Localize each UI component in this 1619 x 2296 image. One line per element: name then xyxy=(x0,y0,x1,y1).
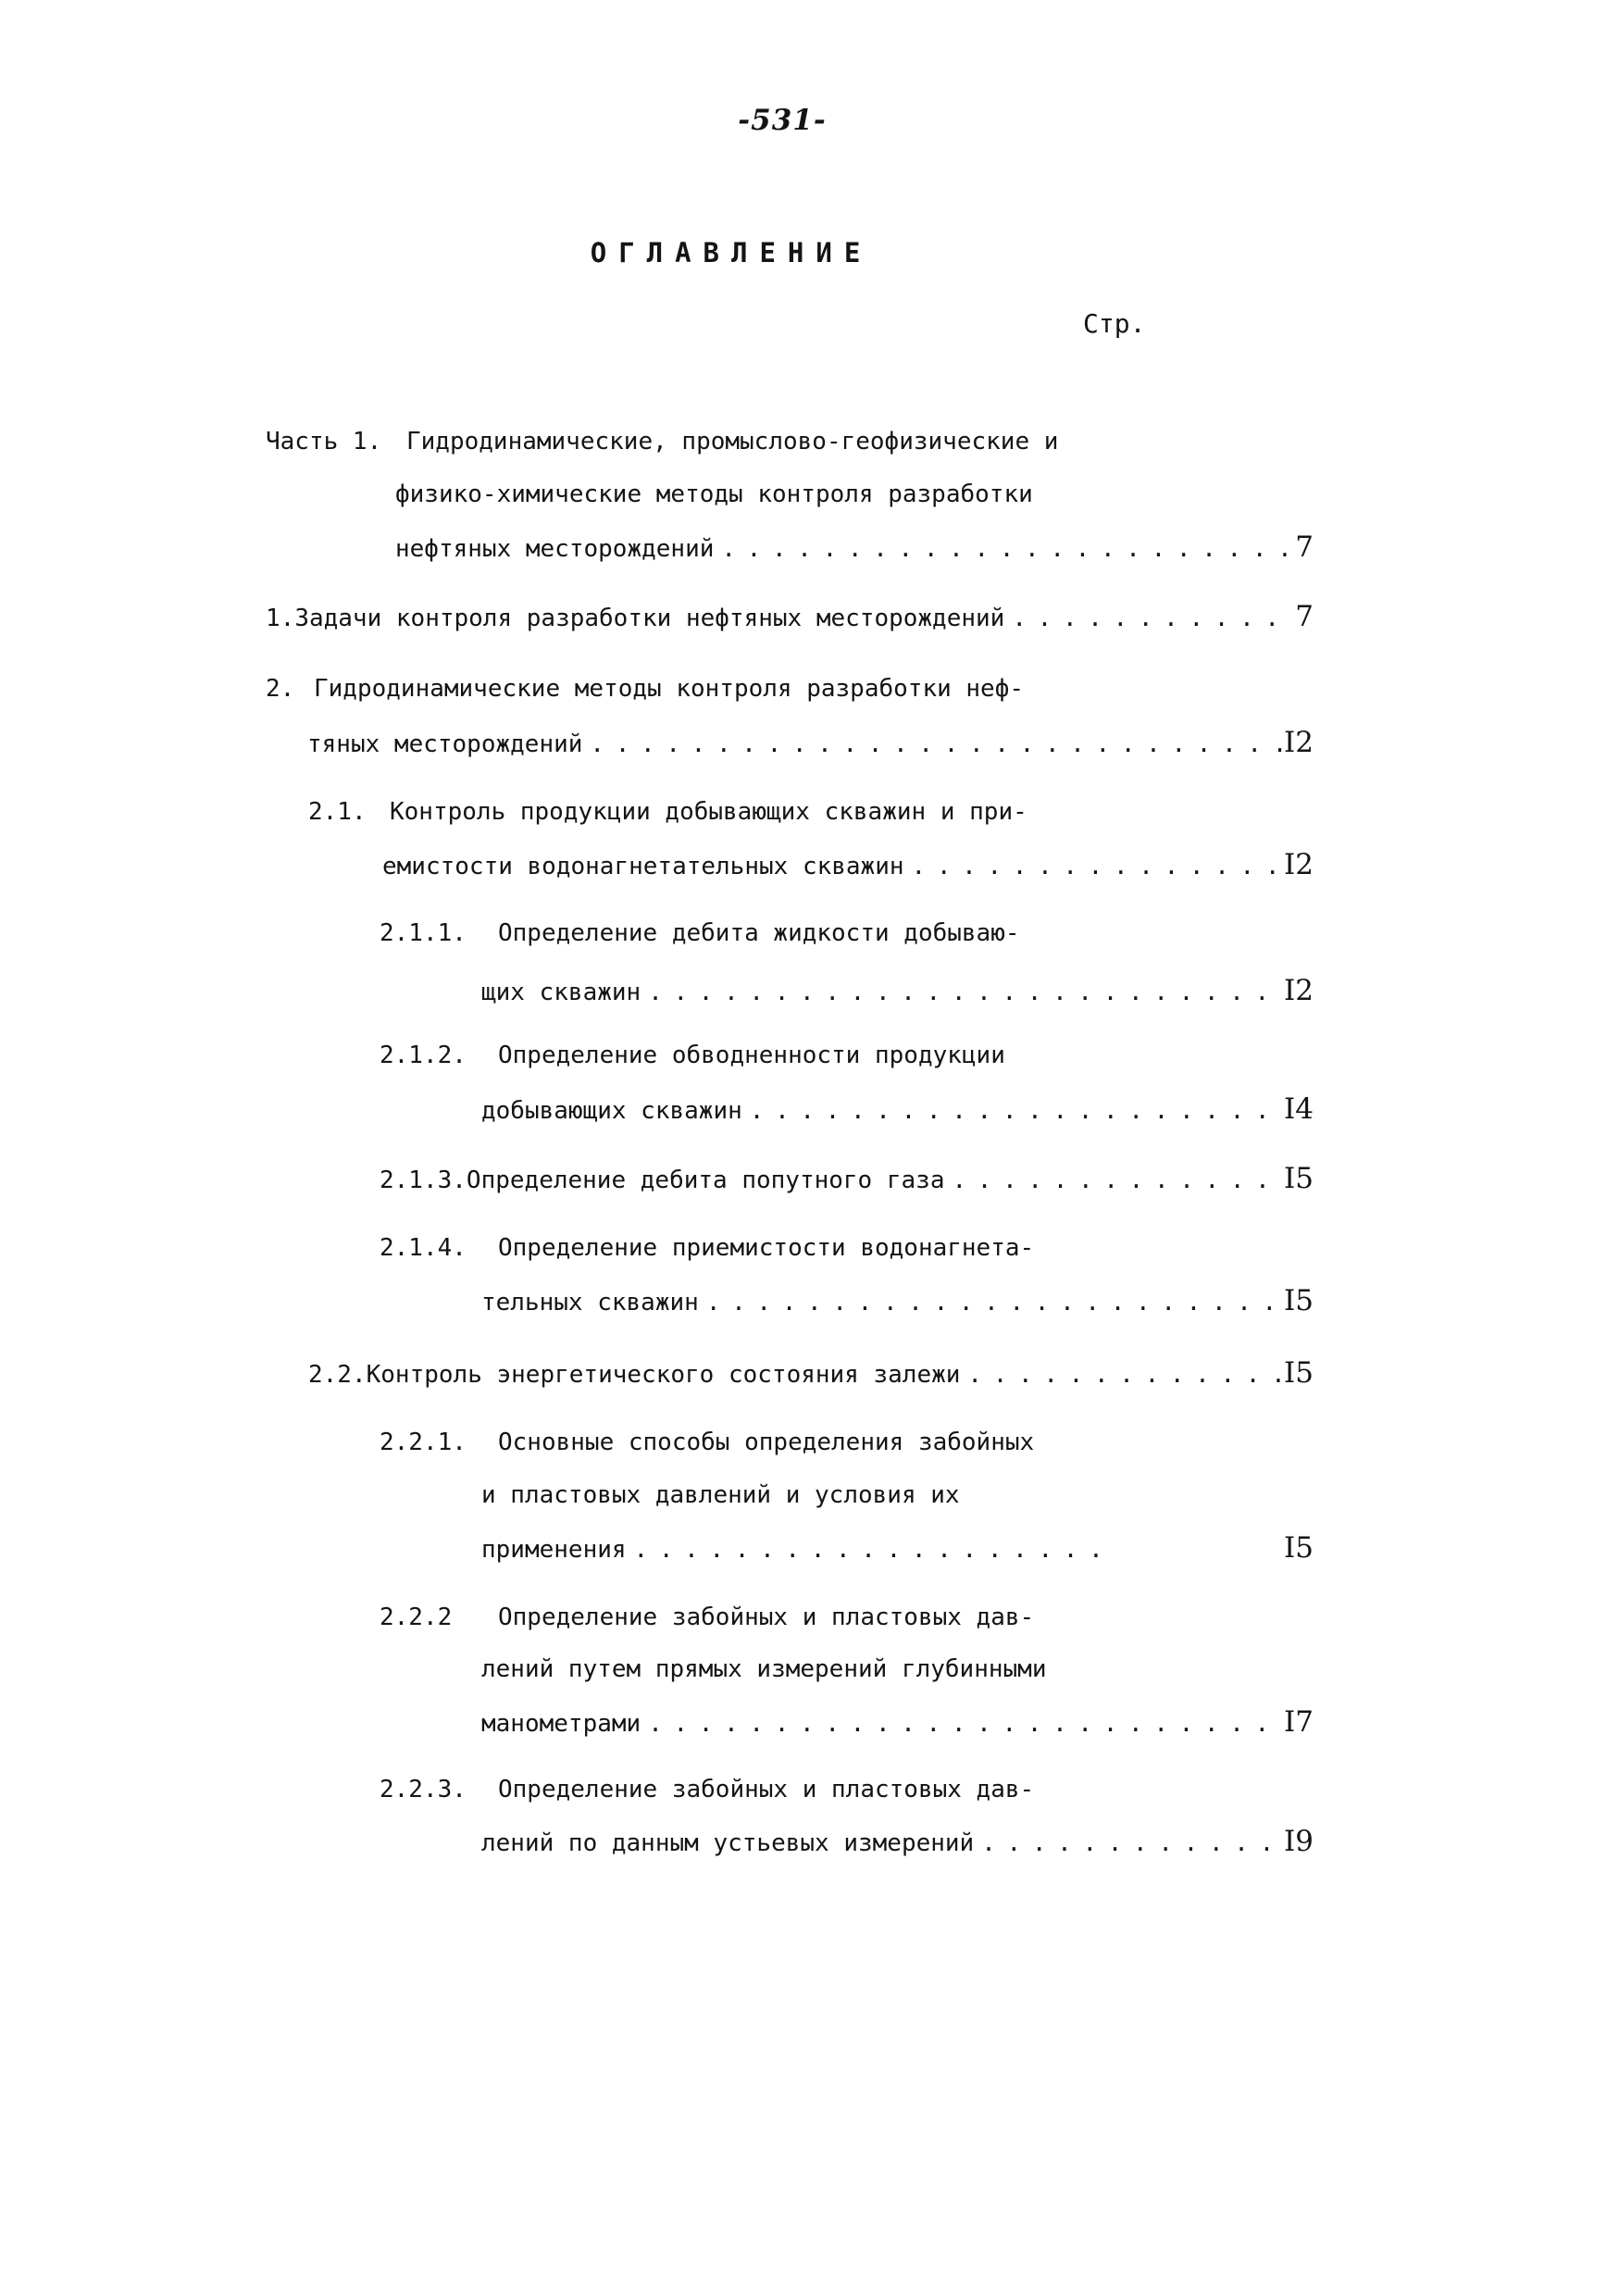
entry-title-continued: емистости водонагнетательных скважин xyxy=(382,853,904,880)
entry-number: 2.1.3. xyxy=(380,1167,467,1194)
toc-title: ОГЛАВЛЕНИЕ xyxy=(590,237,873,268)
dot-leader xyxy=(641,1705,1284,1742)
entry-title-continued: щих скважин xyxy=(481,979,641,1006)
entry-number: 2.2.3. xyxy=(380,1776,467,1803)
entry-title-continued: и пластовых давлений и условия их xyxy=(481,1481,960,1509)
dot-leader xyxy=(944,1162,1284,1199)
dot-leader xyxy=(699,1284,1284,1321)
entry-title: Определение забойных и пластовых дав- xyxy=(498,1776,1035,1803)
entry-title-continued: добывающих скважин xyxy=(481,1097,742,1125)
entry-page: I2 xyxy=(1284,974,1314,1007)
entry-page: 7 xyxy=(1295,530,1314,564)
entry-number: 2. xyxy=(266,675,295,703)
entry-title-continued: физико-химические методы контроля разработки xyxy=(395,480,1033,508)
dot-leader xyxy=(960,1356,1284,1393)
entry-page: I5 xyxy=(1284,1162,1314,1195)
entry-number: 1. xyxy=(266,605,295,632)
entry-title: Определение забойных и пластовых дав- xyxy=(498,1603,1035,1631)
entry-number: Часть 1. xyxy=(266,428,382,455)
page-number: -531- xyxy=(738,104,827,137)
dot-leader xyxy=(904,848,1285,885)
entry-number: 2.1.4. xyxy=(380,1234,467,1262)
entry-title-continued: тяных месторождений xyxy=(307,730,583,758)
entry-title-continued: манометрами xyxy=(481,1710,641,1738)
entry-title-continued: лений по данным устьевых измерений xyxy=(481,1829,975,1857)
entry-number: 2.1.2. xyxy=(380,1042,467,1069)
entry-page: I5 xyxy=(1284,1531,1314,1565)
entry-title: Гидродинамические, промыслово-геофизические и xyxy=(406,428,1059,455)
entry-page: I2 xyxy=(1284,726,1314,759)
dot-leader xyxy=(714,530,1295,568)
entry-page: I9 xyxy=(1284,1825,1314,1858)
entry-title: Гидродинамические методы контроля разработки неф- xyxy=(314,675,1025,703)
entry-number: 2.2. xyxy=(308,1361,367,1389)
entry-page: I2 xyxy=(1284,848,1314,881)
entry-title: Задачи контроля разработки нефтяных месторождений xyxy=(294,605,1005,632)
dot-leader xyxy=(582,726,1284,763)
dot-leader xyxy=(641,974,1284,1011)
entry-title: Определение дебита попутного газа xyxy=(466,1167,945,1194)
dot-leader xyxy=(742,1092,1284,1129)
dot-leader xyxy=(627,1531,1104,1568)
entry-page: I5 xyxy=(1284,1284,1314,1317)
entry-title-continued: лений путем прямых измерений глубинными xyxy=(481,1655,1047,1683)
entry-title-continued: нефтяных месторождений xyxy=(395,535,715,563)
entry-number: 2.2.2 xyxy=(380,1603,453,1631)
dot-leader xyxy=(1004,600,1295,637)
entry-title-continued: тельных скважин xyxy=(481,1289,699,1316)
entry-page: 7 xyxy=(1295,600,1314,633)
entry-title: Основные способы определения забойных xyxy=(498,1429,1035,1456)
entry-title: Контроль продукции добывающих скважин и при- xyxy=(390,798,1027,826)
entry-title: Определение дебита жидкости добываю- xyxy=(498,919,1020,947)
entry-page: I4 xyxy=(1284,1092,1314,1126)
entry-number: 2.1. xyxy=(308,798,367,826)
dot-leader xyxy=(974,1825,1284,1862)
entry-title-continued: применения xyxy=(481,1536,627,1564)
page-column-label: Стр. xyxy=(1083,308,1146,339)
entry-page: I5 xyxy=(1284,1356,1314,1390)
entry-title: Определение обводненности продукции xyxy=(498,1042,1005,1069)
entry-page: I7 xyxy=(1284,1705,1314,1739)
entry-title: Контроль энергетического состояния залежи xyxy=(366,1361,961,1389)
entry-number: 2.1.1. xyxy=(380,919,467,947)
entry-title: Определение приемистости водонагнета- xyxy=(498,1234,1035,1262)
entry-number: 2.2.1. xyxy=(380,1429,467,1456)
